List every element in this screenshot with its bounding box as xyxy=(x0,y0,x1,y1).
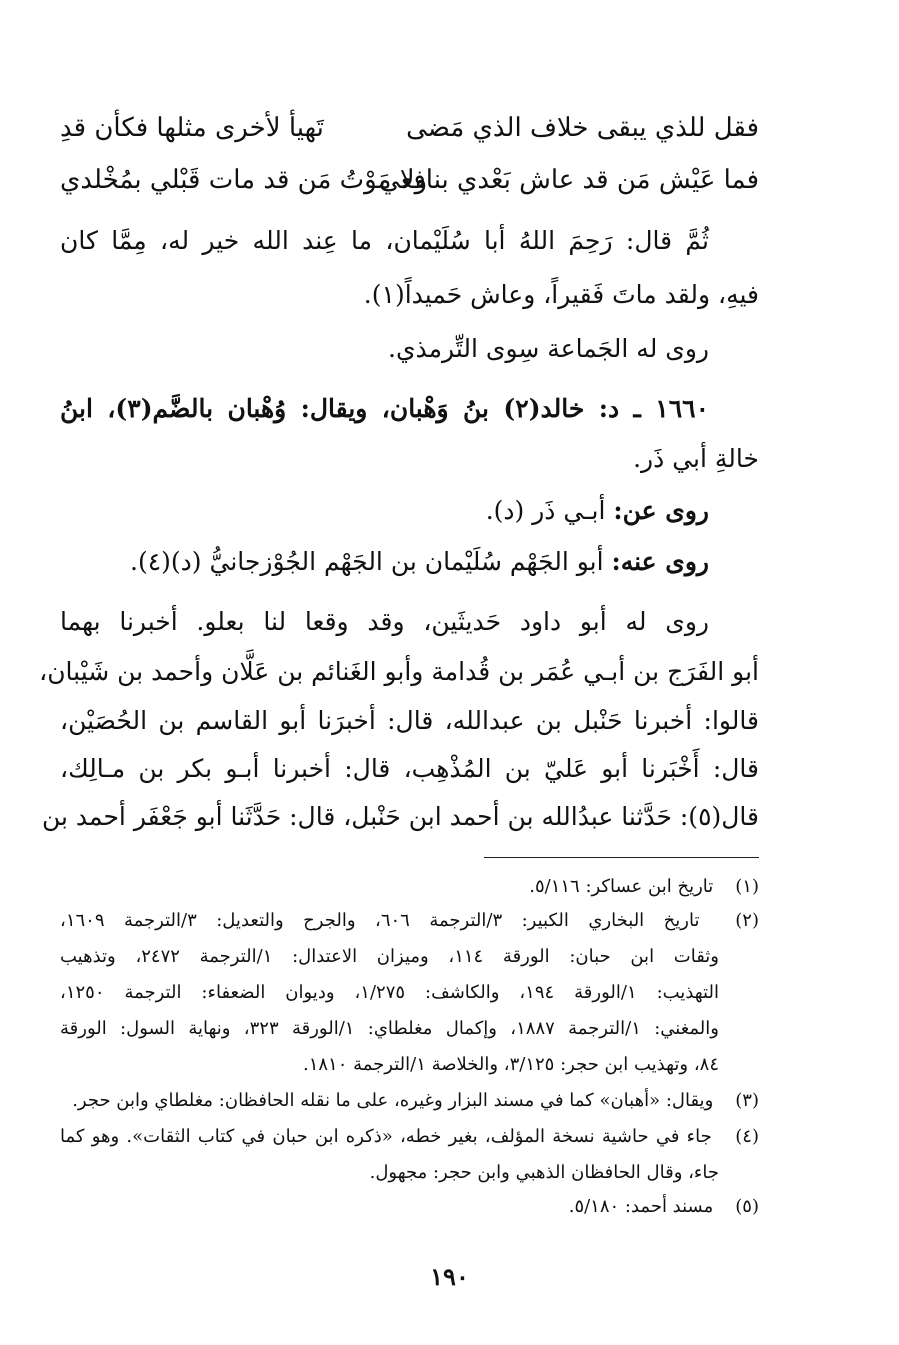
footnote-number: (٣) xyxy=(735,1090,759,1111)
footnote-line: والمغني: ١/الترجمة ١٨٨٧، وإكمال مغلطاي: ١/الورقة ٣٢٣، ونهاية السول: الورقة xyxy=(60,1018,719,1039)
poem-verse xyxy=(60,165,759,215)
narrated-from xyxy=(60,495,709,527)
narrated-from-text: أبـي ذَر (د). xyxy=(485,496,606,525)
body-line: أبو الفَرَج بن أبـي عُمَر بن قُدامة وأبو الغَنائم بن عَلَّان وأحمد بن شَيْبان، xyxy=(39,657,759,686)
entry-heading-cont: خالةِ أبي ذَر. xyxy=(633,444,759,473)
footnote-5 xyxy=(60,1194,759,1220)
verse-hemistich: ولا مَوْتُ مَن قد مات قَبْلي بمُخْلدي xyxy=(60,165,428,195)
footnote-text: مسند أحمد: ٥/١٨٠. xyxy=(568,1196,714,1217)
footnote-line: ٨٤، وتهذيب ابن حجر: ٣/١٢٥، والخلاصة ١/الترجمة ١٨١٠. xyxy=(302,1054,719,1075)
body-line: روى له الجَماعة سِوى التِّرمذي. xyxy=(388,334,709,363)
body-line: ثُمَّ قال: رَحِمَ اللهُ أبا سُلَيْمان، ما عِند الله خير له، مِمَّا كان xyxy=(60,226,709,255)
page-number: ١٩٠ xyxy=(430,1262,469,1291)
footnote-line: وثقات ابن حبان: الورقة ١١٤، وميزان الاعتدال: ١/الترجمة ٢٤٧٢، وتذهيب xyxy=(60,946,719,967)
verse-hemistich: فما عَيْش مَن قد عاش بَعْدي بنافعي xyxy=(379,165,759,195)
footnote-number: (١) xyxy=(735,876,759,897)
body-line: فيهِ، ولقد ماتَ فَقيراً، وعاش حَميداً(١). xyxy=(363,280,759,309)
footnote-text: جاء في حاشية نسخة المؤلف، بغير خطه، «ذكره ابن حبان في كتاب الثقات». وهو كما xyxy=(60,1126,712,1147)
poem-verse xyxy=(60,113,759,163)
footnote-line: التهذيب: ١/الورقة ١٩٤، والكاشف: ١/٢٧٥، وديوان الضعفاء: الترجمة ١٢٥٠، xyxy=(60,982,719,1003)
verse-hemistich: تَهيأ لأخرى مثلها فكأن قدِ xyxy=(60,113,324,143)
footnote-number: (٤) xyxy=(735,1126,759,1147)
footnote-2 xyxy=(60,908,759,934)
entry-heading: ١٦٦٠ ـ د: خالد(٢) بنُ وَهْبان، ويقال: وُهْبان بالضَّم(٣)، ابنُ xyxy=(60,394,710,423)
verse-hemistich: فقل للذي يبقى خلاف الذي مَضى xyxy=(406,113,759,143)
body-line: روى له أبو داود حَديثَين، وقد وقعا لنا بعلو. أخبرنا بهما xyxy=(60,607,709,636)
narrated-by-label: روى عنه: xyxy=(611,547,709,576)
footnote-4 xyxy=(60,1124,759,1150)
narrated-by xyxy=(60,546,709,578)
footnote-text: تاريخ البخاري الكبير: ٣/الترجمة ٦٠٦، والجرح والتعديل: ٣/الترجمة ١٦٠٩، xyxy=(60,910,700,931)
body-line: قال: أَخْبَرنا أبو عَليّ بن المُذْهِب، قال: أخبرنا أبـو بكر بن مـالِك، xyxy=(60,754,759,783)
footnote-3 xyxy=(60,1088,759,1114)
footnote-line: جاء، وقال الحافظان الذهبي وابن حجر: مجهول. xyxy=(369,1162,719,1183)
body-line: قالوا: أخبرنا حَنْبل بن عبدالله، قال: أخبرَنا أبو القاسم بن الحُصَيْن، xyxy=(60,706,759,735)
footnote-text: تاريخ ابن عساكر: ٥/١١٦. xyxy=(529,876,714,897)
body-line: قال(٥): حَدَّثنا عبدُالله بن أحمد ابن حَنْبل، قال: حَدَّثَنا أبو جَعْفَر أحمد بن xyxy=(41,802,759,831)
footnote-text: ويقال: «أهبان» كما في مسند البزار وغيره، على ما نقله الحافظان: مغلطاي وابن حجر. xyxy=(72,1090,714,1111)
footnote-divider xyxy=(484,857,759,858)
footnote-number: (٢) xyxy=(735,910,759,931)
narrated-from-label: روى عن: xyxy=(613,496,709,525)
narrated-by-text: أبو الجَهْم سُلَيْمان بن الجَهْم الجُوْزجانيُّ (د)(٤). xyxy=(130,547,604,576)
footnote-number: (٥) xyxy=(735,1196,759,1217)
footnote-1 xyxy=(60,874,759,900)
